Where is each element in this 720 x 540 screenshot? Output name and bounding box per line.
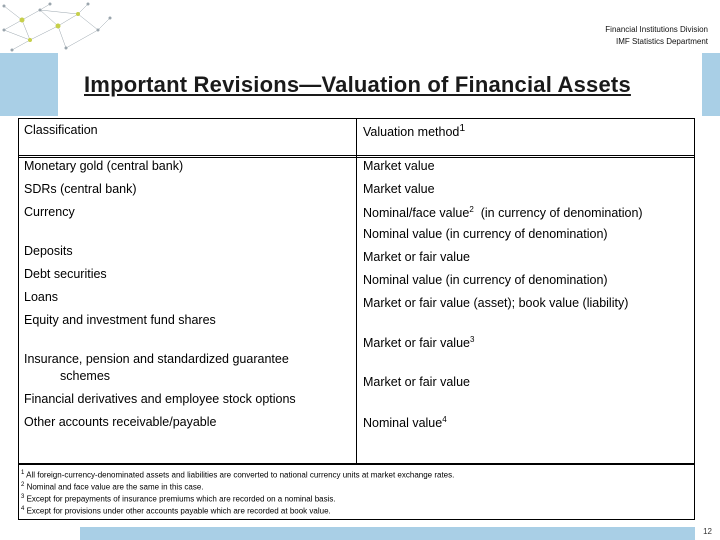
- footnote-ref: 3: [469, 335, 475, 344]
- network-graph-logo: [0, 0, 120, 58]
- valuation-cell: Market or fair value: [363, 375, 470, 389]
- title-band-right-strip: [702, 53, 720, 116]
- table-body: [18, 155, 695, 465]
- division-label: [605, 24, 708, 48]
- page-number: 12: [703, 527, 712, 536]
- classification-cell: Monetary gold (central bank): [24, 159, 184, 173]
- valuation-cell: Market or fair value: [363, 250, 470, 264]
- valuation-method-header: [363, 123, 465, 139]
- valuation-cell: [363, 415, 447, 430]
- valuation-text: Nominal/face value: [363, 206, 470, 221]
- valuation-text: Nominal value: [363, 416, 443, 431]
- footer-band: [80, 527, 695, 540]
- valuation-cell: Nominal value (in currency of denomination): [363, 227, 608, 241]
- footnote-number: 2: [21, 482, 25, 488]
- classification-cell: Currency: [24, 205, 75, 219]
- classification-cell: Financial derivatives and employee stock options: [24, 392, 296, 406]
- valuation-cell: Market or fair value (asset); book value (liability): [363, 296, 629, 310]
- footnote-text: All foreign-currency-denominated assets and liabilities are converted to national currency units at market exchange rates.: [24, 470, 455, 480]
- footnote-number: 1: [21, 470, 25, 476]
- table-header: [18, 118, 695, 158]
- valuation-text: Market or fair value: [363, 336, 470, 351]
- footnote-ref: 4: [442, 415, 447, 424]
- footnote: [21, 506, 331, 516]
- column-divider: [356, 156, 357, 464]
- classification-cell: Debt securities: [24, 267, 107, 281]
- footnote-number: 4: [21, 506, 25, 512]
- footnote: [21, 482, 204, 492]
- division-line-2: IMF Statistics Department: [615, 37, 708, 46]
- header-footnote-ref: 1: [459, 123, 466, 134]
- classification-cell: Deposits: [24, 244, 73, 258]
- valuation-cell: Nominal value (in currency of denomination): [363, 273, 608, 287]
- classification-cell: SDRs (central bank): [24, 182, 137, 196]
- slide-title: Important Revisions—Valuation of Financial Assets: [84, 72, 631, 97]
- valuation-cell: Market value: [363, 159, 435, 173]
- footnote-ref: 2: [469, 205, 474, 214]
- footnote-number: 3: [21, 494, 25, 500]
- footnote-text: Except for provisions under other accounts payable which are recorded at book value.: [24, 506, 331, 516]
- classification-cell: Other accounts receivable/payable: [24, 415, 217, 429]
- classification-cell: Loans: [24, 290, 59, 304]
- footnote: [21, 470, 454, 480]
- valuation-tail: (in currency of denomination): [473, 206, 643, 221]
- classification-header: Classification: [24, 123, 98, 137]
- column-divider: [356, 119, 357, 157]
- valuation-method-header-text: Valuation method: [363, 125, 460, 140]
- classification-cell-continued: schemes: [60, 369, 111, 383]
- footnote-text: Except for prepayments of insurance premiums which are recorded on a nominal basis.: [24, 494, 336, 504]
- valuation-cell: [363, 205, 643, 220]
- division-line-1: Financial Institutions Division: [605, 25, 708, 34]
- valuation-cell: [363, 335, 474, 350]
- footnote: [21, 494, 336, 504]
- valuation-cell: Market value: [363, 182, 435, 196]
- footnote-text: Nominal and face value are the same in this case.: [24, 482, 204, 492]
- footnotes-box: [18, 463, 695, 520]
- classification-cell: Insurance, pension and standardized guarantee: [24, 352, 289, 366]
- classification-cell: Equity and investment fund shares: [24, 313, 216, 327]
